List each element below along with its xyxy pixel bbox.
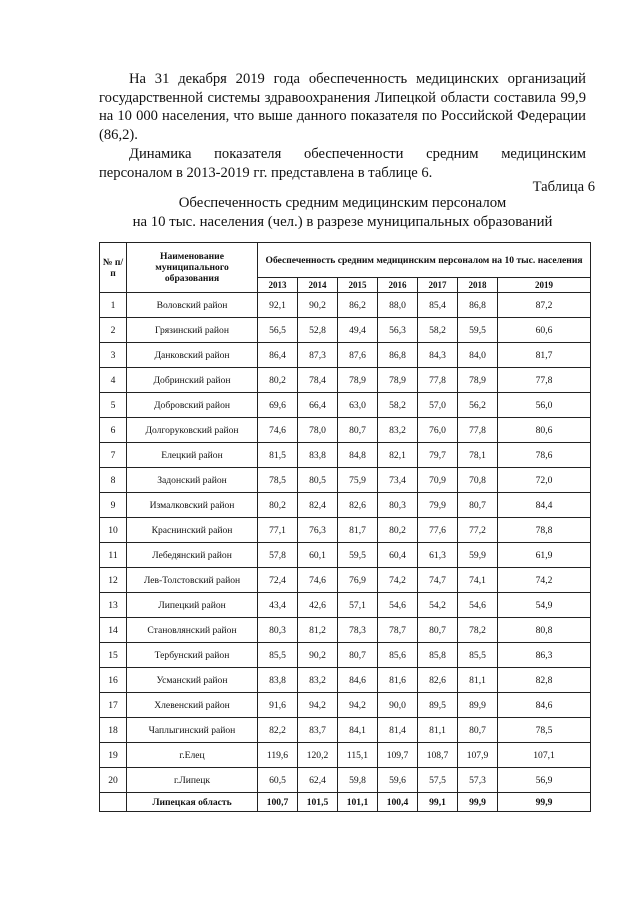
row-number: 5	[100, 393, 127, 418]
row-value: 61,3	[418, 543, 458, 568]
header-number: № п/п	[100, 243, 127, 293]
row-value: 80,8	[498, 618, 591, 643]
row-value: 89,9	[458, 693, 498, 718]
row-value: 54,6	[458, 593, 498, 618]
table-row	[100, 768, 591, 793]
header-year: 2018	[458, 278, 498, 293]
table-row	[100, 318, 591, 343]
row-municipality: Добровский район	[127, 393, 258, 418]
row-value: 83,8	[298, 443, 338, 468]
row-municipality: Долгоруковский район	[127, 418, 258, 443]
row-number: 10	[100, 518, 127, 543]
row-municipality: Липецкий район	[127, 593, 258, 618]
row-value: 79,7	[418, 443, 458, 468]
row-value: 120,2	[298, 743, 338, 768]
row-value: 77,2	[458, 518, 498, 543]
row-value: 81,5	[258, 443, 298, 468]
row-value: 81,4	[378, 718, 418, 743]
row-value: 79,9	[418, 493, 458, 518]
row-value: 57,1	[338, 593, 378, 618]
row-number: 7	[100, 443, 127, 468]
row-municipality: Воловский район	[127, 293, 258, 318]
row-value: 94,2	[298, 693, 338, 718]
row-value: 43,4	[258, 593, 298, 618]
row-municipality: г.Липецк	[127, 768, 258, 793]
total-number	[100, 793, 127, 812]
header-year: 2019	[498, 278, 591, 293]
table-row	[100, 743, 591, 768]
row-value: 81,1	[458, 668, 498, 693]
row-value: 77,6	[418, 518, 458, 543]
row-value: 60,6	[498, 318, 591, 343]
row-value: 78,2	[458, 618, 498, 643]
row-value: 58,2	[418, 318, 458, 343]
total-value: 100,4	[378, 793, 418, 812]
row-value: 80,3	[378, 493, 418, 518]
row-value: 69,6	[258, 393, 298, 418]
row-value: 84,6	[498, 693, 591, 718]
row-value: 54,6	[378, 593, 418, 618]
total-value: 99,1	[418, 793, 458, 812]
table-row	[100, 718, 591, 743]
table-row	[100, 668, 591, 693]
paragraph-provision	[99, 70, 586, 145]
row-value: 90,2	[298, 643, 338, 668]
row-value: 59,9	[458, 543, 498, 568]
row-value: 86,8	[458, 293, 498, 318]
row-number: 19	[100, 743, 127, 768]
row-value: 84,1	[338, 718, 378, 743]
row-value: 82,2	[258, 718, 298, 743]
row-value: 81,6	[378, 668, 418, 693]
row-value: 42,6	[298, 593, 338, 618]
header-municipality: Наименование муниципального образования	[127, 243, 258, 293]
row-value: 76,0	[418, 418, 458, 443]
paragraph-dynamics	[99, 145, 586, 182]
row-value: 56,3	[378, 318, 418, 343]
row-value: 78,4	[298, 368, 338, 393]
row-value: 72,0	[498, 468, 591, 493]
row-value: 74,7	[418, 568, 458, 593]
row-number: 1	[100, 293, 127, 318]
row-value: 81,1	[418, 718, 458, 743]
row-municipality: Тербунский район	[127, 643, 258, 668]
row-value: 56,0	[498, 393, 591, 418]
row-value: 76,3	[298, 518, 338, 543]
table-row	[100, 418, 591, 443]
paragraph-dynamics-text: Динамика показателя обеспеченности средним медицинским персоналом в 2013-2019 гг. представлена в таблице 6.	[99, 146, 586, 181]
row-municipality: Становлянский район	[127, 618, 258, 643]
header-year: 2016	[378, 278, 418, 293]
total-region: Липецкая область	[127, 793, 258, 812]
row-value: 85,4	[418, 293, 458, 318]
row-value: 91,6	[258, 693, 298, 718]
row-value: 57,8	[258, 543, 298, 568]
row-value: 84,3	[418, 343, 458, 368]
row-value: 85,5	[458, 643, 498, 668]
row-value: 61,9	[498, 543, 591, 568]
table-row	[100, 643, 591, 668]
row-value: 82,4	[298, 493, 338, 518]
row-municipality: Хлевенский район	[127, 693, 258, 718]
row-value: 90,2	[298, 293, 338, 318]
row-value: 87,2	[498, 293, 591, 318]
row-value: 86,8	[378, 343, 418, 368]
row-value: 52,8	[298, 318, 338, 343]
row-value: 80,2	[378, 518, 418, 543]
row-value: 86,4	[258, 343, 298, 368]
row-value: 80,7	[338, 643, 378, 668]
table-caption-line2: на 10 тыс. населения (чел.) в разрезе муниципальных образований	[132, 214, 553, 230]
row-value: 57,0	[418, 393, 458, 418]
row-municipality: Чаплыгинский район	[127, 718, 258, 743]
row-number: 15	[100, 643, 127, 668]
table-row	[100, 343, 591, 368]
row-value: 107,9	[458, 743, 498, 768]
row-value: 81,2	[298, 618, 338, 643]
row-value: 119,6	[258, 743, 298, 768]
table-total-row	[100, 793, 591, 812]
row-value: 85,8	[418, 643, 458, 668]
staffing-table	[99, 242, 591, 812]
table-row	[100, 543, 591, 568]
row-value: 74,1	[458, 568, 498, 593]
row-value: 77,8	[498, 368, 591, 393]
row-number: 4	[100, 368, 127, 393]
row-number: 2	[100, 318, 127, 343]
row-value: 81,7	[498, 343, 591, 368]
row-municipality: Елецкий район	[127, 443, 258, 468]
row-value: 77,8	[458, 418, 498, 443]
row-value: 80,7	[458, 718, 498, 743]
header-year: 2017	[418, 278, 458, 293]
row-value: 74,6	[298, 568, 338, 593]
row-value: 84,6	[338, 668, 378, 693]
row-value: 58,2	[378, 393, 418, 418]
row-number: 6	[100, 418, 127, 443]
row-value: 74,2	[498, 568, 591, 593]
row-value: 49,4	[338, 318, 378, 343]
row-value: 83,8	[258, 668, 298, 693]
row-number: 20	[100, 768, 127, 793]
table-row	[100, 568, 591, 593]
row-municipality: Данковский район	[127, 343, 258, 368]
row-value: 60,1	[298, 543, 338, 568]
row-value: 56,2	[458, 393, 498, 418]
row-number: 13	[100, 593, 127, 618]
row-value: 83,7	[298, 718, 338, 743]
total-value: 100,7	[258, 793, 298, 812]
row-value: 89,5	[418, 693, 458, 718]
row-value: 59,5	[338, 543, 378, 568]
table-row	[100, 293, 591, 318]
row-value: 59,5	[458, 318, 498, 343]
row-value: 78,8	[498, 518, 591, 543]
row-value: 57,3	[458, 768, 498, 793]
row-value: 80,2	[258, 368, 298, 393]
row-value: 92,1	[258, 293, 298, 318]
row-number: 9	[100, 493, 127, 518]
row-value: 70,8	[458, 468, 498, 493]
row-value: 83,2	[378, 418, 418, 443]
row-municipality: Задонский район	[127, 468, 258, 493]
row-value: 87,6	[338, 343, 378, 368]
table-row	[100, 593, 591, 618]
table-body	[100, 293, 591, 812]
row-value: 70,9	[418, 468, 458, 493]
row-municipality: Добринский район	[127, 368, 258, 393]
row-value: 85,5	[258, 643, 298, 668]
total-value: 101,5	[298, 793, 338, 812]
row-value: 78,5	[258, 468, 298, 493]
row-value: 78,9	[378, 368, 418, 393]
row-municipality: г.Елец	[127, 743, 258, 768]
row-value: 56,5	[258, 318, 298, 343]
row-value: 57,5	[418, 768, 458, 793]
row-value: 74,2	[378, 568, 418, 593]
table-row	[100, 443, 591, 468]
row-value: 77,8	[418, 368, 458, 393]
row-number: 8	[100, 468, 127, 493]
paragraph-provision-text: На 31 декабря 2019 года обеспеченность медицинских организаций государственной системы здравоохранения Липецкой области составила 99,9 на 10 000 населения, что выше данного показателя по Российской Федерации (86,2).	[99, 71, 586, 144]
row-value: 88,0	[378, 293, 418, 318]
table-caption	[99, 194, 586, 232]
row-municipality: Лев-Толстовский район	[127, 568, 258, 593]
row-value: 54,9	[498, 593, 591, 618]
row-value: 83,2	[298, 668, 338, 693]
table-row	[100, 493, 591, 518]
row-value: 80,3	[258, 618, 298, 643]
row-value: 78,6	[498, 443, 591, 468]
row-value: 80,6	[498, 418, 591, 443]
row-municipality: Краснинский район	[127, 518, 258, 543]
row-municipality: Усманский район	[127, 668, 258, 693]
row-value: 78,0	[298, 418, 338, 443]
row-value: 80,5	[298, 468, 338, 493]
row-value: 78,5	[498, 718, 591, 743]
total-value: 101,1	[338, 793, 378, 812]
row-number: 14	[100, 618, 127, 643]
row-value: 90,0	[378, 693, 418, 718]
table-row	[100, 618, 591, 643]
row-value: 107,1	[498, 743, 591, 768]
header-year: 2014	[298, 278, 338, 293]
row-value: 78,7	[378, 618, 418, 643]
total-value: 99,9	[458, 793, 498, 812]
row-value: 109,7	[378, 743, 418, 768]
row-number: 16	[100, 668, 127, 693]
table-number-label: Таблица 6	[532, 179, 595, 195]
row-value: 94,2	[338, 693, 378, 718]
row-value: 76,9	[338, 568, 378, 593]
header-indicator-group: Обеспеченность средним медицинским персоналом на 10 тыс. населения	[258, 243, 591, 278]
row-value: 66,4	[298, 393, 338, 418]
row-value: 78,9	[338, 368, 378, 393]
row-value: 80,7	[418, 618, 458, 643]
header-year: 2013	[258, 278, 298, 293]
row-number: 11	[100, 543, 127, 568]
row-value: 78,9	[458, 368, 498, 393]
row-value: 54,2	[418, 593, 458, 618]
row-municipality: Грязинский район	[127, 318, 258, 343]
row-value: 72,4	[258, 568, 298, 593]
row-value: 78,3	[338, 618, 378, 643]
row-value: 56,9	[498, 768, 591, 793]
table-row	[100, 468, 591, 493]
row-number: 12	[100, 568, 127, 593]
row-value: 84,0	[458, 343, 498, 368]
row-value: 78,1	[458, 443, 498, 468]
row-value: 59,6	[378, 768, 418, 793]
row-value: 75,9	[338, 468, 378, 493]
table-caption-line1: Обеспеченность средним медицинским персоналом	[178, 195, 507, 211]
row-value: 82,8	[498, 668, 591, 693]
row-number: 3	[100, 343, 127, 368]
table-row	[100, 393, 591, 418]
table-row	[100, 693, 591, 718]
row-value: 80,7	[338, 418, 378, 443]
row-value: 84,4	[498, 493, 591, 518]
row-value: 84,8	[338, 443, 378, 468]
row-value: 86,3	[498, 643, 591, 668]
row-value: 59,8	[338, 768, 378, 793]
row-number: 18	[100, 718, 127, 743]
row-value: 60,5	[258, 768, 298, 793]
row-value: 108,7	[418, 743, 458, 768]
row-value: 73,4	[378, 468, 418, 493]
row-value: 77,1	[258, 518, 298, 543]
row-number: 17	[100, 693, 127, 718]
row-value: 62,4	[298, 768, 338, 793]
row-value: 80,2	[258, 493, 298, 518]
total-value: 99,9	[498, 793, 591, 812]
row-municipality: Лебедянский район	[127, 543, 258, 568]
table-row	[100, 518, 591, 543]
row-value: 86,2	[338, 293, 378, 318]
row-value: 82,1	[378, 443, 418, 468]
row-value: 115,1	[338, 743, 378, 768]
row-value: 80,7	[458, 493, 498, 518]
row-value: 60,4	[378, 543, 418, 568]
row-value: 63,0	[338, 393, 378, 418]
row-value: 74,6	[258, 418, 298, 443]
row-value: 82,6	[338, 493, 378, 518]
table-row	[100, 368, 591, 393]
row-value: 87,3	[298, 343, 338, 368]
row-value: 81,7	[338, 518, 378, 543]
row-municipality: Измалковский район	[127, 493, 258, 518]
header-year: 2015	[338, 278, 378, 293]
row-value: 82,6	[418, 668, 458, 693]
row-value: 85,6	[378, 643, 418, 668]
